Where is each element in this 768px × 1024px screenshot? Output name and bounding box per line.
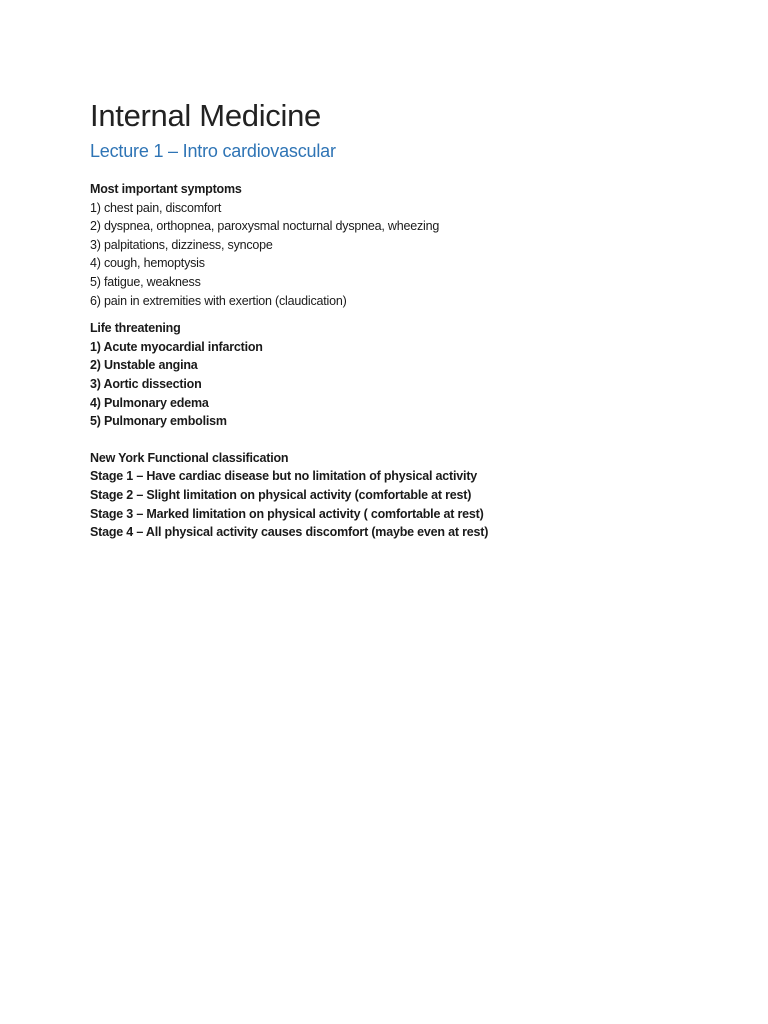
list-item: 4) Pulmonary edema <box>90 395 209 410</box>
symptoms-list <box>90 199 710 311</box>
section-important-symptoms <box>90 180 710 310</box>
list-item: 3) Aortic dissection <box>90 376 202 391</box>
list-item: 4) cough, hemoptysis <box>90 256 205 271</box>
list-item: Stage 1 – Have cardiac disease but no limitation of physical activity <box>90 469 478 484</box>
list-item: Stage 3 – Marked limitation on physical activity ( comfortable at rest) <box>90 506 484 521</box>
section-heading: Most important symptoms <box>90 182 242 196</box>
list-item: 1) Acute myocardial infarction <box>90 339 263 354</box>
list-item: 2) dyspnea, orthopnea, paroxysmal nocturnal dyspnea, wheezing <box>90 219 440 234</box>
nyha-stage-list <box>90 467 710 541</box>
list-item: 1) chest pain, discomfort <box>90 200 222 215</box>
section-life-threatening <box>90 319 710 431</box>
lecture-subtitle: Lecture 1 – Intro cardiovascular <box>90 141 336 161</box>
list-item: 3) palpitations, dizziness, syncope <box>90 237 273 252</box>
section-nyha-classification <box>90 449 710 542</box>
list-item: 6) pain in extremities with exertion (claudication) <box>90 293 347 308</box>
document-page <box>90 96 710 542</box>
list-item: 5) Pulmonary embolism <box>90 414 227 429</box>
section-heading: New York Functional classification <box>90 450 289 465</box>
page-title: Internal Medicine <box>90 98 321 133</box>
section-heading: Life threatening <box>90 321 181 336</box>
list-item: Stage 2 – Slight limitation on physical activity (comfortable at rest) <box>90 487 472 502</box>
life-threatening-list <box>90 338 710 431</box>
list-item: 5) fatigue, weakness <box>90 274 201 289</box>
list-item: Stage 4 – All physical activity causes discomfort (maybe even at rest) <box>90 525 489 540</box>
list-item: 2) Unstable angina <box>90 358 198 373</box>
